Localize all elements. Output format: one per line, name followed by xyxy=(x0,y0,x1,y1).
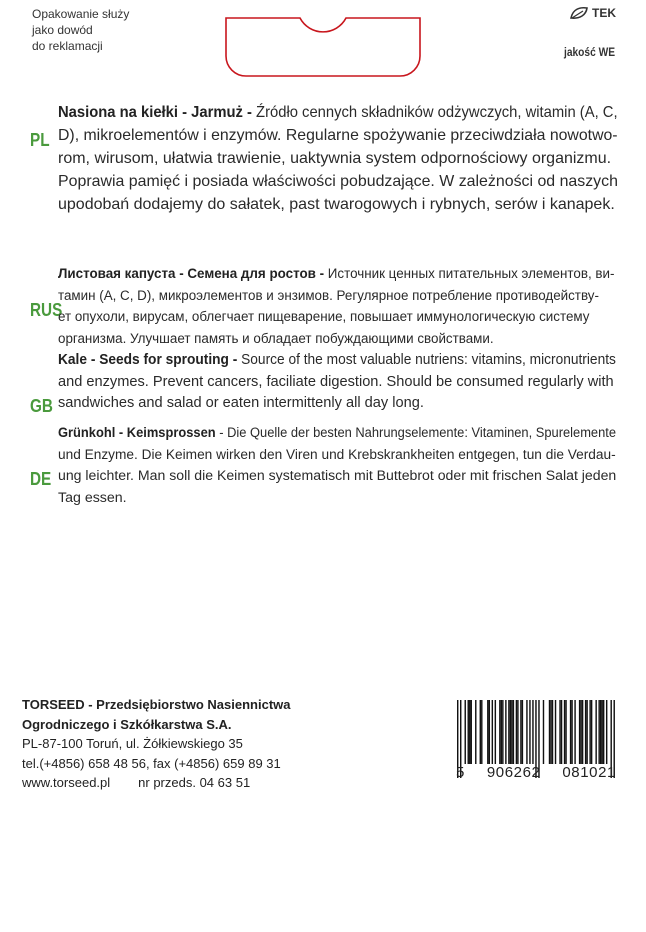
leaf-icon xyxy=(569,6,589,20)
barcode-bar xyxy=(508,700,509,764)
section-line: ung leichter. Man soll die Keimen systematisch mit Buttebrot oder mit frischen Salat jeden xyxy=(58,468,617,484)
section-text: Źródło cennych składników odżywczych, witamin (A, C, xyxy=(251,104,618,121)
section-line: D), mikroelementów i enzymów. Regularne spożywanie przeciwdziała nowotwo- xyxy=(58,127,618,144)
lang-code-pl: PL xyxy=(30,130,50,150)
section-text: Source of the most valuable nutriens: vitamins, micronutrients xyxy=(237,352,616,368)
notice-line-2: jako dowód xyxy=(32,23,93,37)
barcode-bar xyxy=(582,700,583,764)
barcode-digits xyxy=(456,764,616,781)
barcode-bar xyxy=(517,700,518,764)
barcode-bar xyxy=(487,700,488,764)
lang-code-de: DE xyxy=(30,469,52,489)
barcode-bar xyxy=(585,700,586,764)
barcode-bar xyxy=(480,700,481,764)
barcode-bar xyxy=(526,700,527,764)
brand-mark xyxy=(569,6,616,20)
section-line xyxy=(58,350,616,372)
barcode-bar xyxy=(591,700,592,764)
section-title: Листовая капуста - Семена для ростов - xyxy=(58,266,325,281)
barcode-bar xyxy=(570,700,571,764)
notice-line-1: Opakowanie służy xyxy=(32,7,130,21)
section-line: ет опухоли, вирусам, облегчает пищеварение, повышает иммунологическую систему xyxy=(58,309,590,324)
barcode-bar xyxy=(555,700,556,764)
section-text: Источник ценных питательных элементов, ви- xyxy=(324,266,615,281)
section-line: und Enzyme. Die Keimen wirken den Viren und Krebskrankheiten entgegen, tun die Verdau- xyxy=(58,446,616,463)
company-address: PL-87-100 Toruń, ul. Żółkiewskiego 35 xyxy=(22,736,243,751)
company-web-row xyxy=(22,773,342,793)
barcode-bar xyxy=(513,700,514,764)
section-de xyxy=(58,423,616,509)
complaint-notice xyxy=(32,6,172,54)
company-website: www.torseed.pl xyxy=(22,775,111,790)
brand-mark-text: TEK xyxy=(592,6,616,20)
barcode-bar xyxy=(559,700,560,764)
barcode-bar xyxy=(550,700,551,764)
barcode-bar xyxy=(552,700,553,764)
barcode-bar xyxy=(606,700,607,764)
barcode-bar xyxy=(505,700,506,764)
section-line: организма. Улучшает память и обладает побуждающими свойствами. xyxy=(58,330,494,346)
notice-line-3: do reklamacji xyxy=(32,39,103,53)
section-title: Kale - Seeds for sprouting - xyxy=(58,352,238,368)
barcode-left-digits: 906262 xyxy=(486,764,541,781)
section-gb xyxy=(58,350,616,415)
barcode-right-digits: 081021 xyxy=(562,764,616,781)
barcode-bar xyxy=(598,700,599,764)
barcode-bar xyxy=(579,700,580,764)
barcode-bar xyxy=(565,700,566,764)
barcode-bar xyxy=(511,700,512,764)
barcode-bar xyxy=(499,700,500,764)
barcode-bar xyxy=(595,700,596,764)
barcode-bar xyxy=(468,700,469,764)
section-line: Poprawia pamięć i posiada właściwości pobudzające. W zależności od naszych xyxy=(58,173,618,190)
barcode-bar xyxy=(589,700,590,764)
barcode-bar xyxy=(574,700,575,764)
barcode-bar xyxy=(564,700,565,764)
barcode-bar xyxy=(501,700,502,764)
barcode-bar xyxy=(549,700,550,764)
barcode-bar xyxy=(465,700,466,764)
section-line xyxy=(58,263,616,285)
barcode-bar xyxy=(469,700,470,764)
section-line: rom, wirusom, ułatwia trawienie, uaktywnia system odpornościowy organizmu. xyxy=(58,150,612,167)
section-line: Tag essen. xyxy=(58,489,127,506)
barcode-bar xyxy=(475,700,476,764)
barcode-bar xyxy=(603,700,604,764)
barcode-bar xyxy=(571,700,572,764)
company-name-line-1: TORSEED - Przedsiębiorstwo Nasiennictwa xyxy=(22,697,291,712)
section-rus xyxy=(58,263,616,349)
section-line: and enzymes. Prevent cancers, faciliate digestion. Should be consumed regularly with xyxy=(58,373,614,390)
section-pl xyxy=(58,101,618,216)
lang-code-rus: RUS xyxy=(30,300,63,320)
company-name-line-2: Ogrodniczego i Szkółkarstwa S.A. xyxy=(22,716,232,732)
barcode-bar xyxy=(502,700,503,764)
company-phone: tel.(+4856) 658 48 56, fax (+4856) 659 89 31 xyxy=(22,755,281,771)
barcode-bar xyxy=(532,700,533,764)
barcode-bar xyxy=(471,700,472,764)
barcode-bar xyxy=(586,700,587,764)
section-line xyxy=(58,423,617,445)
barcode-bar xyxy=(489,700,490,764)
company-product-no: nr przeds. 04 63 51 xyxy=(138,775,251,790)
barcode-bar xyxy=(580,700,581,764)
section-line: upodobań dodajemy do sałatek, past twarogowych i rybnych, serów i kanapek. xyxy=(58,196,615,213)
barcode-bar xyxy=(492,700,493,764)
barcode-bar xyxy=(481,700,482,764)
barcode-bar xyxy=(561,700,562,764)
barcode-bar xyxy=(600,700,601,764)
barcode-bar xyxy=(543,700,544,764)
section-line: тамин (A, C, D), микроэлементов и энзимов. Регулярное потребление противодейству- xyxy=(58,287,599,303)
company-info xyxy=(22,695,342,793)
barcode-bar xyxy=(601,700,602,764)
barcode-bar xyxy=(529,700,530,764)
quality-label: jakość WE xyxy=(563,45,615,59)
barcode-lead-digit: 5 xyxy=(456,764,465,781)
barcode-bar xyxy=(516,700,517,764)
section-line xyxy=(58,101,618,124)
lang-code-gb: GB xyxy=(30,396,53,416)
section-title: Grünkohl - Keimsprossen xyxy=(58,425,216,441)
section-text: - Die Quelle der besten Nahrungselemente: Vitaminen, Spurelemente xyxy=(215,425,617,441)
barcode-bar xyxy=(495,700,496,764)
barcode-bar xyxy=(522,700,523,764)
section-line: sandwiches and salad or eaten intermittenly all day long. xyxy=(58,395,424,411)
section-title: Nasiona na kiełki - Jarmuż - xyxy=(58,104,252,121)
barcode-bar xyxy=(510,700,511,764)
price-window-outline xyxy=(224,16,422,78)
barcode-bar xyxy=(520,700,521,764)
